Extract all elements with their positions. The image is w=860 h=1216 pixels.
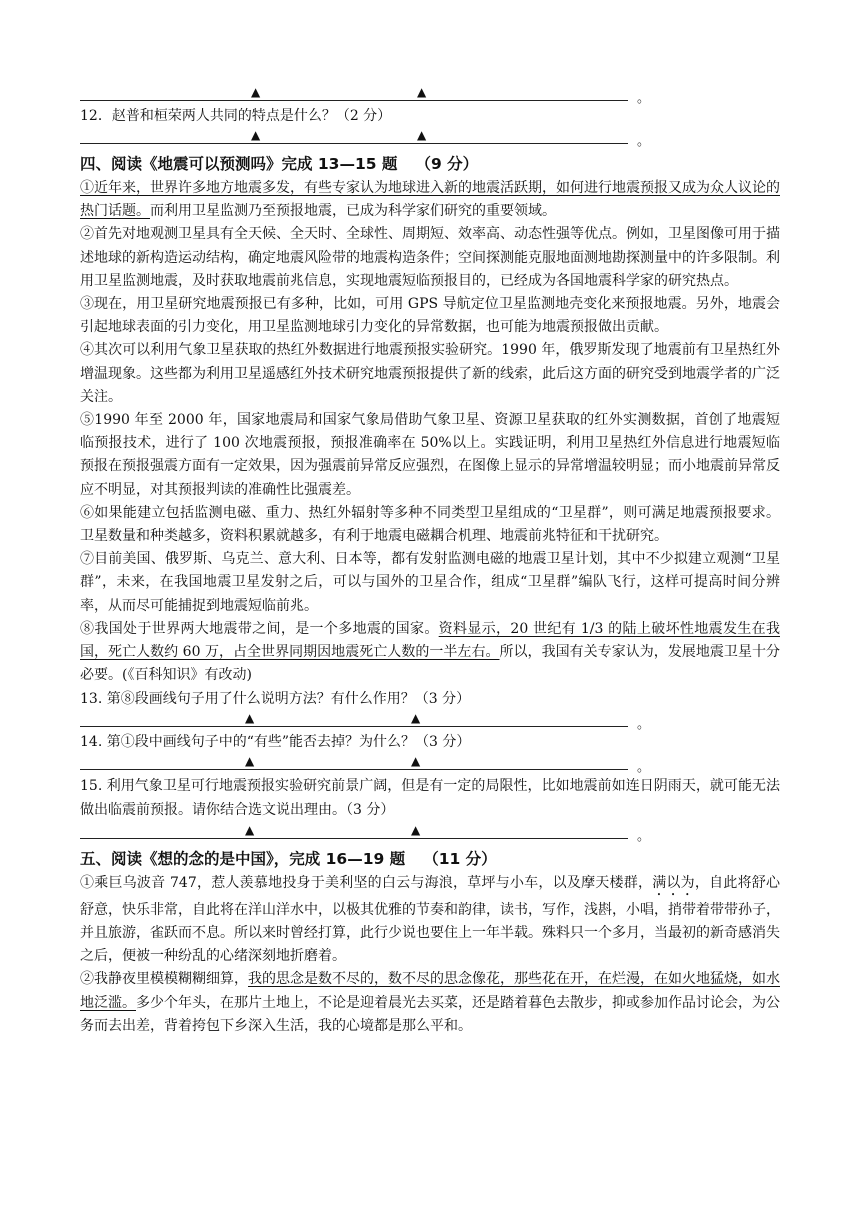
paragraph-text: ，自此将舒心舒意，快乐非常，自此将在洋山洋水中，以极其优雅的节奏和韵律，读书，写作，浅斟，小唱，捎带着带带孙子，并且旅游，雀跃而不息。所以来时曾经打算，此行少说也要住上一年半载。殊料只一个多月，当最初的新奇感消失之后，便被一种纷乱的心绪深刻地折磨着。 (80, 874, 781, 965)
exam-page (80, 84, 780, 1038)
answer-marker: ▲ (251, 85, 261, 99)
paragraph-2: ②首先对地观测卫星具有全天候、全天时、全球性、周期短、效率高、动态性强等优点。例如，卫星图像可用于描述地球的新构造运动结构，确定地震风险带的地震构造条件；空间探测能克服地面测地勘探测量中的许多限制。利用卫星监测地震，及时获取地震前兆信息，实现地震短临预报目的，已经成为各国地震科学家的研究热点。 (80, 226, 780, 289)
underlined-sentence: 资料显示，20 世纪有 1/3 的陆上破坏性地震发生在我国，死亡人数约 60 万，占全世界同期因地震死亡人数的一半左右。 (80, 620, 780, 661)
paragraph-text: 而利用卫星监测乃至预报地震，已成为科学家们研究的重要领域。 (150, 203, 556, 220)
answer-marker: ▲ (411, 754, 421, 769)
paragraph-4: ④其次可以利用气象卫星获取的热红外数据进行地震预报实验研究。1990 年，俄罗斯发现了地震前有卫星热红外增温现象。这些都为利用卫星遥感红外技术研究地震预报提供了新的线索，此后这方面的研究受到地震学者的广泛关注。 (80, 342, 780, 405)
question-13: 13. 第⑧段画线句子用了什么说明方法？有什么作用？（3 分） (80, 691, 471, 708)
question-12: 12．赵普和桓荣两人共同的特点是什么？（2 分） (80, 108, 392, 124)
paragraph-3: ③现在，用卫星研究地震预报已有多种，比如，可用 GPS 导航定位卫星监测地壳变化来预报地震。另外，地震会引起地球表面的引力变化，用卫星监测地球引力变化的异常数据，也可能为地震预报做出贡献。 (80, 296, 780, 336)
question-14: 14. 第①段中画线句子中的“有些”能否去掉？为什么？（3 分） (80, 734, 471, 751)
answer-marker: ▲ (251, 128, 261, 142)
section-4-score: （9 分） (415, 155, 479, 173)
answer-rule (80, 100, 628, 101)
paragraph-text: 多少个年头，在那片土地上，不论是迎着晨光去买菜，还是踏着暮色去散步，抑或参加作品讨论会，为公务而去出差，背着挎包下乡深入生活，我的心境都是那么平和。 (80, 994, 780, 1034)
answer-marker: ▲ (417, 128, 427, 142)
answer-end-mark: 。 (637, 828, 651, 844)
paragraph-1 (80, 872, 780, 969)
answer-rule (80, 726, 628, 727)
paragraph-8 (80, 618, 780, 688)
underlined-sentence: ①近年来，世界许多地方地震多发，有些专家认为地球进入新的地震活跃期，如何进行地震预报又成为众人议论的热门话题。 (80, 180, 780, 220)
question-15: 15. 利用气象卫星可行地震预报实验研究前景广阔，但是有一定的局限性，比如地震前如连日阴雨天，就可能无法做出临震前预报。请你结合选文说出理由。（3 分） (80, 778, 780, 818)
answer-marker: ▲ (411, 711, 421, 726)
paragraph-6: ⑥如果能建立包括监测电磁、重力、热红外辐射等多种不同类型卫星组成的“卫星群”，则可满足地震预报要求。卫星数量和种类越多，资料积累就越多，有利于地震电磁耦合机理、地震前兆特征和干扰研究。 (80, 504, 780, 545)
answer-line[interactable] (80, 753, 780, 776)
paragraph-text: ②我静夜里模模糊糊细算， (80, 971, 248, 988)
answer-end-mark: 。 (637, 717, 651, 733)
paragraph-text: 所以，我国有关专家认为，发展地震卫星十分必要。(《百科知识》有改动) (80, 644, 780, 684)
section-5-heading (80, 848, 780, 870)
paragraph-text: ⑧我国处于世界两大地震带之间，是一个多地震的国家。 (80, 620, 439, 637)
emphasized-word: 满以为 (652, 874, 695, 891)
answer-end-mark: 。 (637, 760, 651, 776)
answer-marker: ▲ (411, 822, 421, 837)
paragraph-7: ⑦目前美国、俄罗斯、乌克兰、意大利、日本等，都有发射监测电磁的地震卫星计划，其中不少拟建立观测“卫星群”，未来，在我国地震卫星发射之后，可以与国外的卫星合作，组成“卫星群”编队飞行，这样可提高时间分辨率，从而尽可能捕捉到地震短临前兆。 (80, 551, 780, 614)
answer-line[interactable] (80, 710, 780, 733)
section-5-title: 五、阅读《想的念的是中国》，完成 16—19 题 (80, 849, 406, 868)
section-4-heading (80, 153, 780, 175)
paragraph-2 (80, 968, 780, 1038)
answer-rule (80, 769, 628, 770)
answer-rule (80, 838, 628, 839)
paragraph-5: ⑤1990 年至 2000 年，国家地震局和国家气象局借助气象卫星、资源卫星获取的红外实测数据，首创了地震短临预报技术，进行了 100 次地震预报，预报准确率在 50%以上。实践证明，利用卫星热红外信息进行地震短临预报在预报强震方面有一定效果，因为强震前异常反应强烈，在图像上显示的异常增温较明显；而小地震前异常反应不明显，对其预报判读的准确性比强震差。 (80, 412, 780, 498)
answer-marker: ▲ (245, 754, 255, 769)
section-4-title: 四、阅读《地震可以预测吗》完成 13—15 题 (80, 155, 398, 173)
answer-end-mark: 。 (637, 134, 651, 149)
answer-line[interactable] (80, 127, 780, 147)
underlined-sentence: 我的思念是数不尽的，数不尽的思念像花，那些花在开，在烂漫，在如火地猛烧，如水地泛滥。 (80, 971, 780, 1011)
paragraph-text: ①乘巨乌波音 747，惹人羡慕地投身于美利坚的白云与海浪，草坪与小车，以及摩天楼群， (80, 874, 653, 891)
section-5-score: （11 分） (423, 849, 497, 868)
answer-rule (80, 143, 628, 144)
paragraph-1 (80, 177, 780, 223)
answer-marker: ▲ (417, 85, 427, 99)
answer-end-mark: 。 (637, 91, 651, 106)
answer-line[interactable] (80, 84, 780, 104)
answer-marker: ▲ (245, 711, 255, 726)
answer-line[interactable] (80, 822, 780, 842)
answer-marker: ▲ (245, 822, 255, 837)
